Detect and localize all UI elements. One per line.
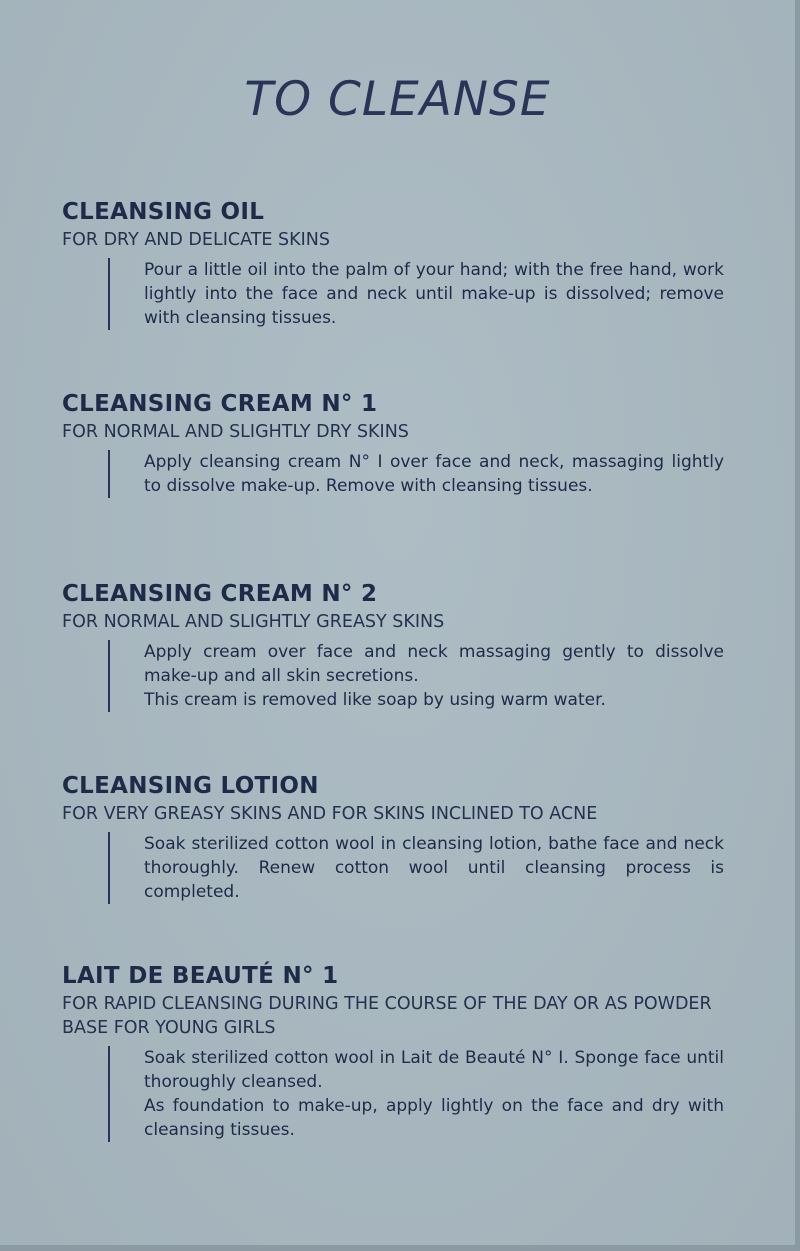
- section-heading: LAIT DE BEAUTÉ N° 1: [62, 963, 339, 989]
- instruction-paragraph: Soak sterilized cotton wool in Lait de Beauté N° I. Sponge face until thoroughly cleansed.: [144, 1048, 724, 1092]
- section-heading: CLEANSING OIL: [62, 199, 265, 225]
- section-cleansing-cream-1: [62, 390, 742, 498]
- section-heading: CLEANSING CREAM N° 2: [62, 581, 378, 607]
- section-subheading: FOR NORMAL AND SLIGHTLY GREASY SKINS: [62, 612, 445, 632]
- instruction-paragraph: Apply cream over face and neck massaging gently to dissolve make-up and all skin secretions.: [144, 642, 724, 686]
- section-lait-de-beaute-1: [62, 962, 742, 1142]
- section-instructions: [108, 1046, 728, 1142]
- section-instructions: [108, 832, 728, 904]
- section-subheading: FOR NORMAL AND SLIGHTLY DRY SKINS: [62, 422, 409, 442]
- section-heading: CLEANSING CREAM N° 1: [62, 391, 378, 417]
- section-subheading: FOR DRY AND DELICATE SKINS: [62, 230, 330, 250]
- instruction-paragraph: Soak sterilized cotton wool in cleansing lotion, bathe face and neck thoroughly. Renew cotton wool until cleansing process is completed.: [144, 834, 724, 902]
- instruction-paragraph: This cream is removed like soap by using warm water.: [144, 690, 606, 710]
- page-title: TO CLEANSE: [244, 72, 551, 127]
- section-heading: CLEANSING LOTION: [62, 773, 319, 799]
- section-subheading: FOR RAPID CLEANSING DURING THE COURSE OF THE DAY OR AS POWDER BASE FOR YOUNG GIRLS: [62, 994, 712, 1038]
- instruction-paragraph: As foundation to make-up, apply lightly on the face and dry with cleansing tissues.: [144, 1096, 724, 1140]
- section-instructions: [108, 258, 728, 330]
- instruction-paragraph: Apply cleansing cream N° I over face and neck, massaging lightly to dissolve make-up. Remove with cleansing tissues.: [144, 452, 724, 496]
- instruction-paragraph: Pour a little oil into the palm of your hand; with the free hand, work lightly into the face and neck until make-up is dissolved; remove with cleansing tissues.: [144, 260, 724, 328]
- section-cleansing-lotion: [62, 772, 742, 904]
- section-cleansing-oil: [62, 198, 742, 330]
- section-subheading: FOR VERY GREASY SKINS AND FOR SKINS INCLINED TO ACNE: [62, 804, 598, 824]
- section-instructions: [108, 640, 728, 712]
- section-cleansing-cream-2: [62, 580, 742, 712]
- section-instructions: [108, 450, 728, 498]
